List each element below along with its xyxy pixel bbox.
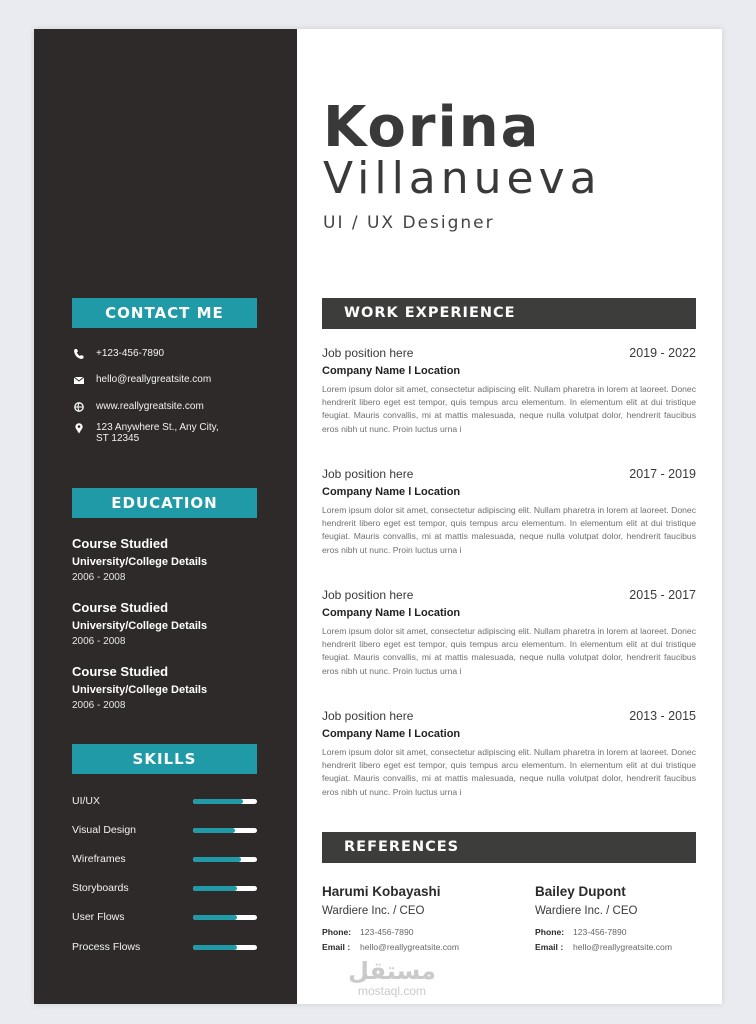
first-name: Korina — [323, 95, 541, 160]
job-dates: 2019 - 2022 — [629, 346, 696, 360]
skill-item — [72, 823, 258, 837]
last-name: Villanueva — [323, 153, 602, 204]
job-position: Job position here — [322, 467, 414, 481]
job-position: Job position here — [322, 346, 414, 360]
education-university: University/College Details — [72, 620, 208, 632]
references-heading-text: REFERENCES — [344, 839, 460, 855]
skill-bar-fill — [193, 857, 241, 862]
contact-phone-text: +123-456-7890 — [96, 348, 165, 359]
education-item — [72, 664, 272, 713]
reference-email-label: Email : — [322, 942, 351, 952]
education-course: Course Studied — [72, 600, 169, 615]
education-university: University/College Details — [72, 684, 208, 696]
skill-label: Storyboards — [72, 882, 129, 894]
phone-icon — [72, 348, 86, 360]
skill-label: User Flows — [72, 911, 125, 923]
skill-label: Visual Design — [72, 824, 137, 836]
skill-item — [72, 910, 258, 924]
reference-email — [322, 942, 502, 957]
skill-bar-fill — [193, 886, 237, 891]
contact-email-text: hello@reallygreatsite.com — [96, 374, 212, 385]
education-heading: EDUCATION — [72, 488, 257, 518]
skill-label: Process Flows — [72, 941, 141, 953]
reference-card — [322, 884, 502, 957]
reference-card — [535, 884, 715, 957]
reference-company: Wardiere Inc. / CEO — [322, 905, 425, 917]
job-dates: 2013 - 2015 — [629, 709, 696, 723]
work-experience-heading-text: WORK EXPERIENCE — [344, 305, 516, 321]
skill-bar — [193, 799, 257, 804]
education-item — [72, 600, 272, 649]
work-experience-heading — [322, 298, 696, 329]
watermark-latin: mostaql.com — [357, 984, 427, 998]
reference-phone-label: Phone: — [322, 927, 352, 937]
reference-name: Bailey Dupont — [535, 884, 626, 899]
globe-icon — [72, 401, 86, 413]
resume-page — [34, 29, 722, 1004]
skill-bar — [193, 828, 257, 833]
job-company: Company Name l Location — [322, 486, 461, 498]
skill-bar-fill — [193, 799, 243, 804]
contact-website-text: www.reallygreatsite.com — [96, 401, 204, 412]
skill-label: UI/UX — [72, 795, 101, 807]
reference-phone — [322, 927, 502, 942]
job-company: Company Name l Location — [322, 607, 461, 619]
contact-heading: CONTACT ME — [72, 298, 257, 328]
reference-phone-label: Phone: — [535, 927, 565, 937]
reference-email-label: Email : — [535, 942, 564, 952]
skill-item — [72, 852, 258, 866]
education-years: 2006 - 2008 — [72, 636, 126, 647]
skill-item — [72, 940, 258, 954]
location-icon — [72, 422, 86, 434]
reference-email — [535, 942, 715, 957]
skill-bar — [193, 857, 257, 862]
job-description: Lorem ipsum dolor sit amet, consectetur adipiscing elit. Nullam pharetra in lorem at laoreet. Donec hendrerit libero eget est tempor, quis tempus arcu elementum. In elementum elit at dui tristique feugiat. Mauris convallis, mi at mattis malesuada, neque nulla volutpat dolor, hendrerit faucibus eros nibh ut nunc. Proin luctus urna i — [322, 505, 696, 555]
watermark-arabic: مستقل — [348, 957, 436, 985]
email-icon — [72, 374, 86, 386]
job-title: UI / UX Designer — [323, 213, 495, 233]
reference-phone — [535, 927, 715, 942]
skill-item — [72, 881, 258, 895]
reference-name: Harumi Kobayashi — [322, 884, 441, 899]
education-course: Course Studied — [72, 536, 169, 551]
reference-phone-value: 123-456-7890 — [360, 927, 414, 937]
education-years: 2006 - 2008 — [72, 700, 126, 711]
education-years: 2006 - 2008 — [72, 572, 126, 583]
skill-item — [72, 794, 258, 808]
job-company: Company Name l Location — [322, 365, 461, 377]
job-position: Job position here — [322, 588, 414, 602]
education-course: Course Studied — [72, 664, 169, 679]
sidebar — [34, 29, 297, 1004]
education-item — [72, 536, 272, 585]
reference-company: Wardiere Inc. / CEO — [535, 905, 638, 917]
job-dates: 2015 - 2017 — [629, 588, 696, 602]
contact-address-text: 123 Anywhere St., Any City, ST 12345 — [96, 422, 219, 444]
skill-bar-fill — [193, 828, 235, 833]
job-dates: 2017 - 2019 — [629, 467, 696, 481]
job-company: Company Name l Location — [322, 728, 461, 740]
skill-bar — [193, 915, 257, 920]
skills-heading: SKILLS — [72, 744, 257, 774]
watermark-logo — [332, 957, 452, 997]
education-university: University/College Details — [72, 556, 208, 568]
reference-email-value: hello@reallygreatsite.com — [573, 942, 673, 952]
job-description: Lorem ipsum dolor sit amet, consectetur adipiscing elit. Nullam pharetra in lorem at laoreet. Donec hendrerit libero eget est tempor, quis tempus arcu elementum. In elementum elit at dui tristique feugiat. Mauris convallis, mi at mattis malesuada, neque nulla volutpat dolor, hendrerit faucibus eros nibh ut nunc. Proin luctus urna i — [322, 384, 696, 434]
references-heading — [322, 832, 696, 863]
job-position: Job position here — [322, 709, 414, 723]
skill-bar — [193, 886, 257, 891]
skill-bar-fill — [193, 915, 237, 920]
skill-label: Wireframes — [72, 853, 126, 865]
reference-email-value: hello@reallygreatsite.com — [360, 942, 460, 952]
job-description: Lorem ipsum dolor sit amet, consectetur adipiscing elit. Nullam pharetra in lorem at laoreet. Donec hendrerit libero eget est tempor, quis tempus arcu elementum. In elementum elit at dui tristique feugiat. Mauris convallis, mi at mattis malesuada, neque nulla volutpat dolor, hendrerit faucibus eros nibh ut nunc. Proin luctus urna i — [322, 626, 696, 676]
skill-bar — [193, 945, 257, 950]
skill-bar-fill — [193, 945, 237, 950]
job-description: Lorem ipsum dolor sit amet, consectetur adipiscing elit. Nullam pharetra in lorem at laoreet. Donec hendrerit libero eget est tempor, quis tempus arcu elementum. In elementum elit at dui tristique feugiat. Mauris convallis, mi at mattis malesuada, neque nulla volutpat dolor, hendrerit faucibus eros nibh ut nunc. Proin luctus urna i — [322, 747, 696, 797]
reference-phone-value: 123-456-7890 — [573, 927, 627, 937]
